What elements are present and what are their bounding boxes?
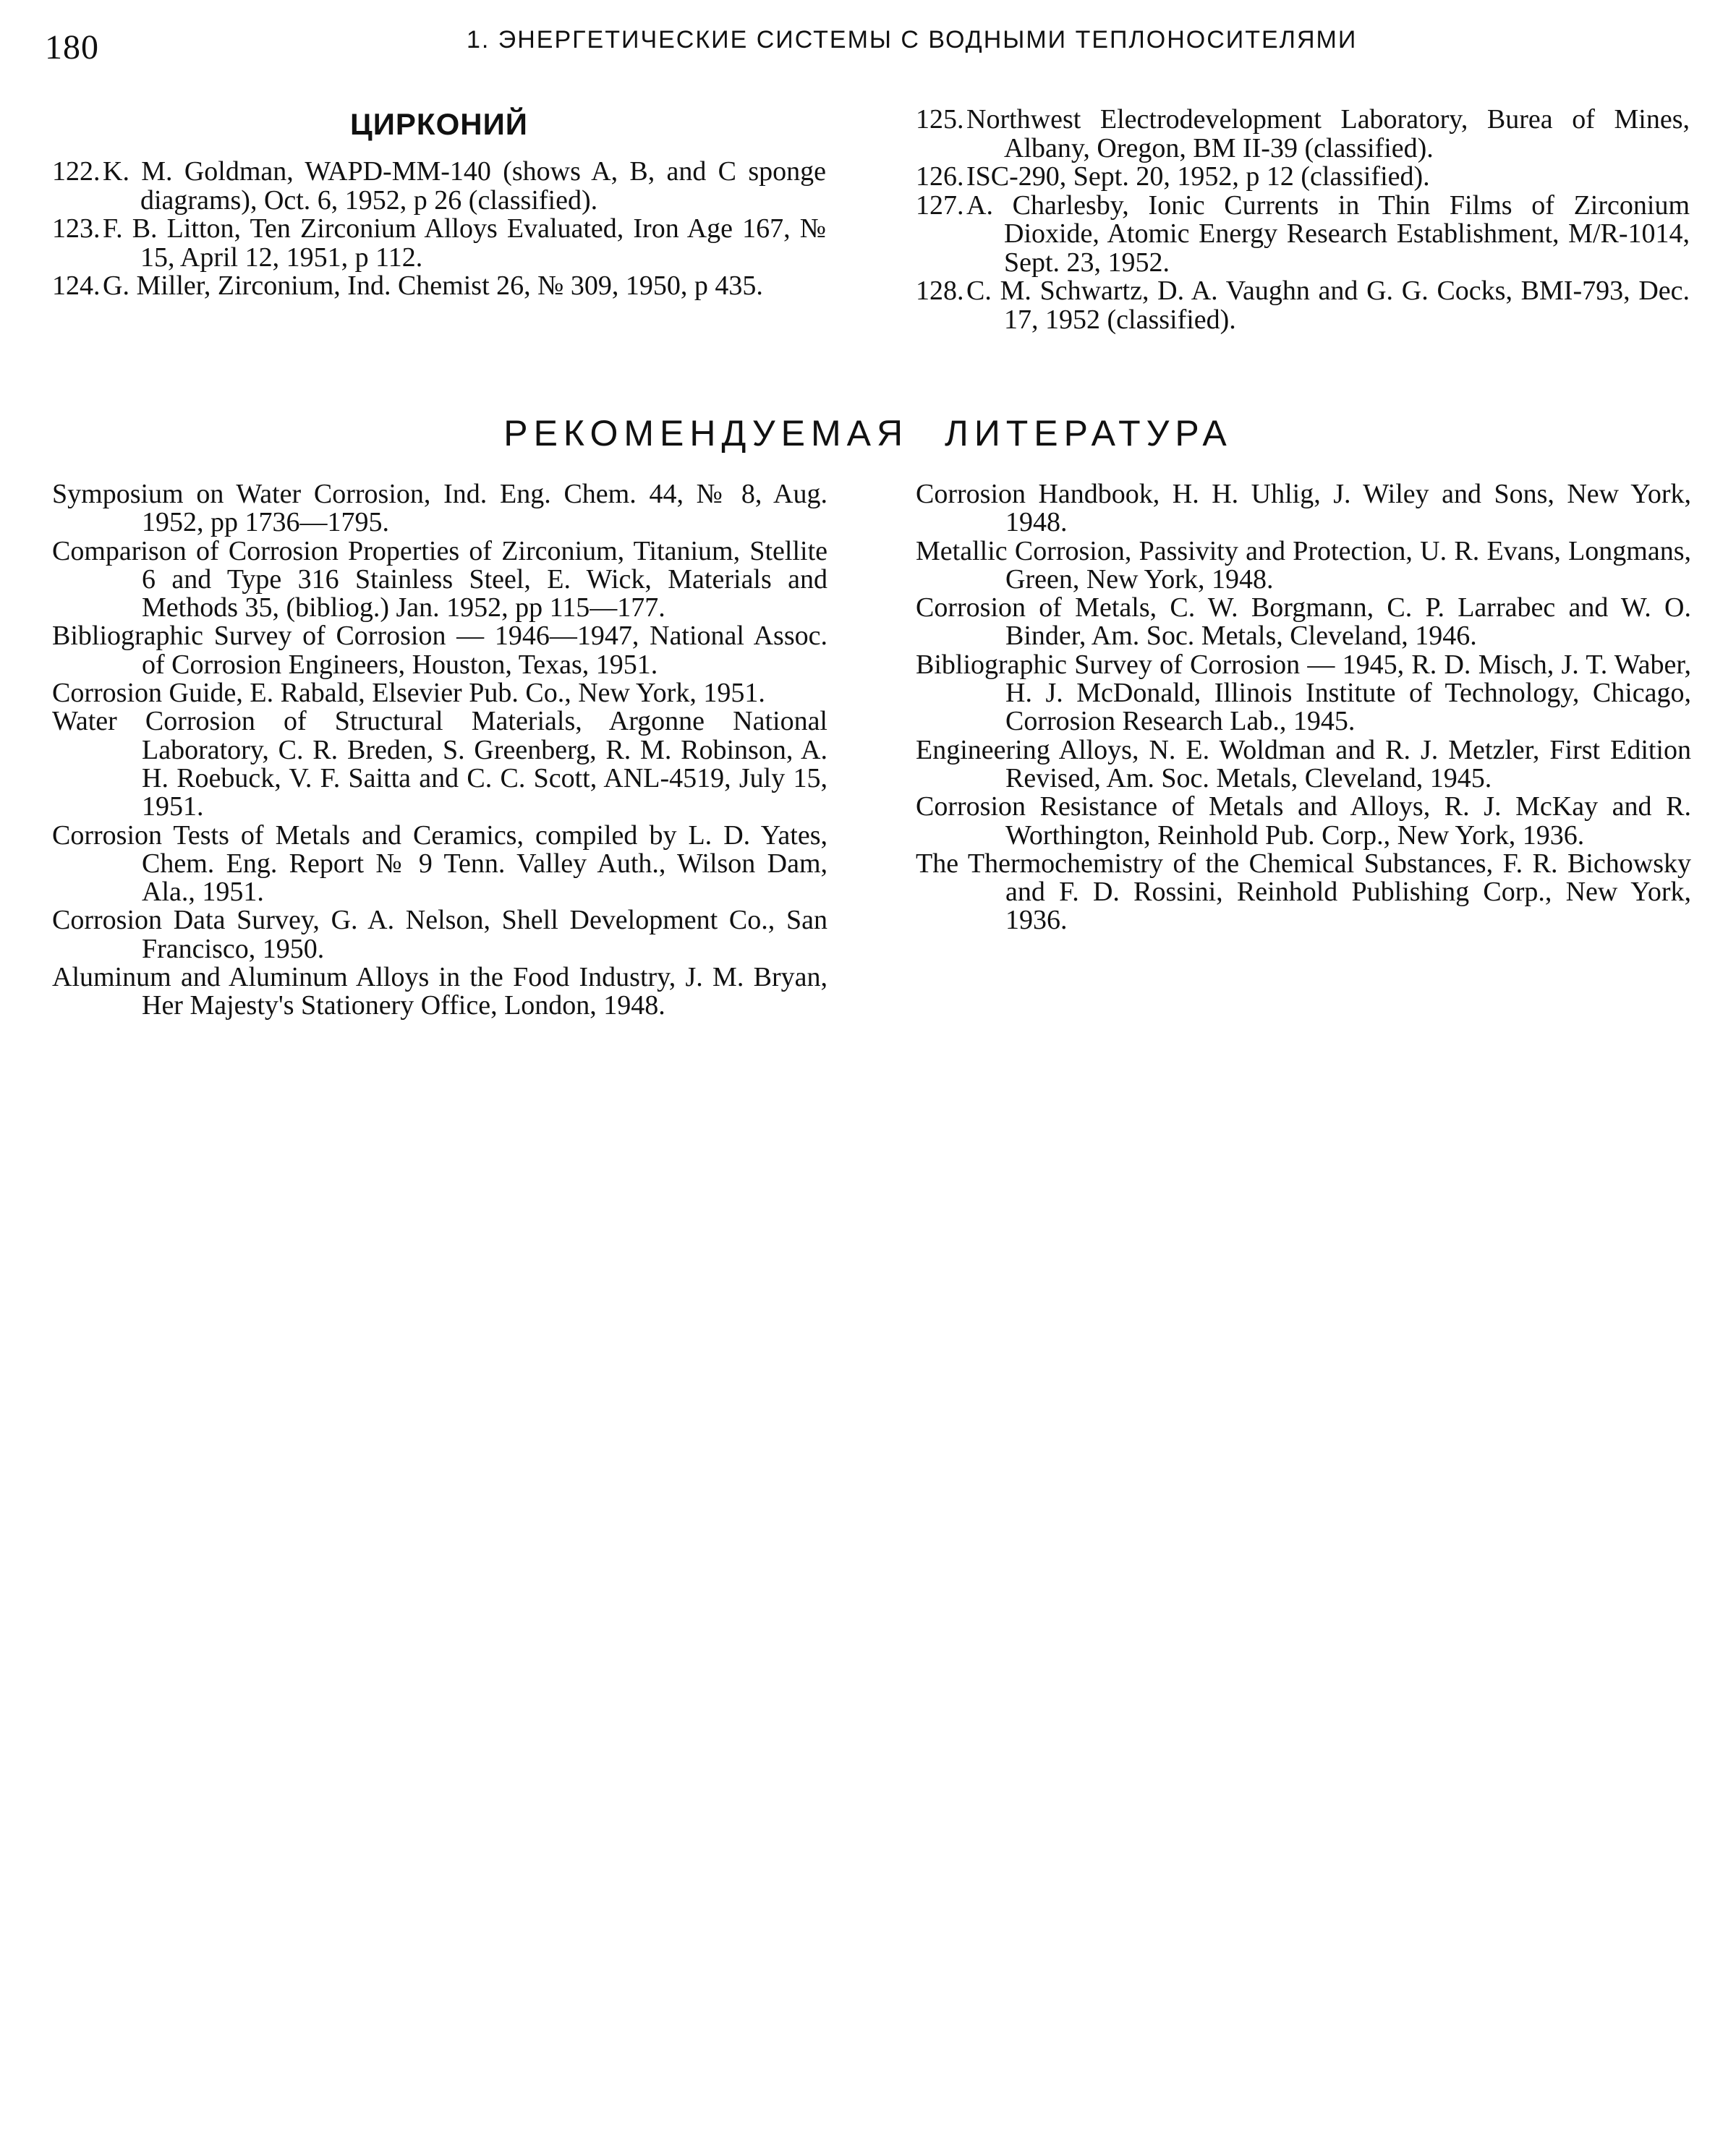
bibliography-item: Corrosion Tests of Metals and Ceramics, compiled by L. D. Yates, Chem. Eng. Report № 9 Tenn. Valley Auth., Wilson Dam, Ala., 1951.: [52, 819, 827, 908]
reference-item: [916, 163, 1690, 192]
reference-text: A. Charlesby, Ionic Currents in Thin Films of Zirconium Dioxide, Atomic Energy Research Establishment, M/R-1014, Sept. 23, 1952.: [966, 190, 1690, 278]
reference-text: G. Miller, Zirconium, Ind. Chemist 26, № 309, 1950, p 435.: [103, 271, 763, 301]
bibliography-item: Engineering Alloys, N. E. Woldman and R. J. Metzler, First Edition Revised, Am. Soc. Metals, Cleveland, 1945.: [916, 734, 1691, 793]
reference-number: 127.: [916, 190, 964, 221]
reference-text: Northwest Electrodevelopment Laboratory, Burea of Mines, Albany, Oregon, BM II-39 (classified).: [966, 104, 1690, 163]
bibliography-list-right: [916, 480, 1691, 935]
recommended-left-column: [52, 480, 827, 1021]
bibliography-item: The Thermochemistry of the Chemical Substances, F. R. Bichowsky and F. D. Rossini, Reinhold Publishing Corp., New York, 1936.: [916, 848, 1691, 936]
reference-item: [52, 158, 826, 215]
bibliography-item: Comparison of Corrosion Properties of Zirconium, Titanium, Stellite 6 and Type 316 Stainless Steel, E. Wick, Materials and Methods 35, (bibliog.) Jan. 1952, pp 115—177.: [52, 535, 827, 623]
reference-number: 128.: [916, 276, 964, 306]
page-number: 180: [45, 28, 99, 67]
bibliography-item: Corrosion Guide, E. Rabald, Elsevier Pub. Co., New York, 1951.: [52, 678, 765, 709]
reference-number: 125.: [916, 104, 964, 135]
reference-list-left: [52, 158, 826, 301]
reference-item: [52, 272, 826, 301]
bibliography-item: Bibliographic Survey of Corrosion — 1946—1947, National Assoc. of Corrosion Engineers, Houston, Texas, 1951.: [52, 621, 827, 680]
zirconium-refs-right-column: [916, 106, 1690, 334]
bibliography-item: Aluminum and Aluminum Alloys in the Food Industry, J. M. Bryan, Her Majesty's Stationery Office, London, 1948.: [52, 962, 827, 1021]
reference-item: [52, 215, 826, 272]
reference-text: ISC-290, Sept. 20, 1952, p 12 (classified).: [966, 161, 1430, 192]
reference-list-right: [916, 106, 1690, 334]
running-head: 1. ЭНЕРГЕТИЧЕСКИЕ СИСТЕМЫ С ВОДНЫМИ ТЕПЛОНОСИТЕЛЯМИ: [467, 26, 1358, 54]
reference-text: F. B. Litton, Ten Zirconium Alloys Evaluated, Iron Age 167, № 15, April 12, 1951, p 112.: [103, 213, 826, 273]
bibliography-item: Symposium on Water Corrosion, Ind. Eng. Chem. 44, № 8, Aug. 1952, pp 1736—1795.: [52, 479, 827, 538]
reference-item: [916, 106, 1690, 163]
bibliography-item: Metallic Corrosion, Passivity and Protection, U. R. Evans, Longmans, Green, New York, 1948.: [916, 535, 1691, 595]
bibliography-item: Corrosion of Metals, C. W. Borgmann, C. P. Larrabec and W. O. Binder, Am. Soc. Metals, Cleveland, 1946.: [916, 592, 1691, 652]
reference-text: C. M. Schwartz, D. A. Vaughn and G. G. Cocks, BMI-793, Dec. 17, 1952 (classified).: [966, 276, 1690, 335]
reference-number: 123.: [52, 213, 101, 244]
bibliography-item: Water Corrosion of Structural Materials, Argonne National Laboratory, C. R. Breden, S. Greenberg, R. M. Robinson, A. H. Roebuck, V. F. Saitta and C. C. Scott, ANL-4519, July 15, 1951.: [52, 706, 827, 822]
reference-number: 124.: [52, 271, 101, 301]
reference-item: [916, 277, 1690, 334]
reference-number: 126.: [916, 161, 964, 192]
bibliography-item: Corrosion Handbook, H. H. Uhlig, J. Wiley and Sons, New York, 1948.: [916, 479, 1691, 538]
reference-text: K. M. Goldman, WAPD-MM-140 (shows A, B, and C sponge diagrams), Oct. 6, 1952, p 26 (classified).: [103, 156, 826, 216]
bibliography-item: Corrosion Data Survey, G. A. Nelson, Shell Development Co., San Francisco, 1950.: [52, 905, 827, 964]
reference-item: [916, 192, 1690, 278]
section-title-recommended-literature: РЕКОМЕНДУЕМАЯ ЛИТЕРАТУРА: [503, 413, 1233, 454]
bibliography-item: Bibliographic Survey of Corrosion — 1945, R. D. Misch, J. T. Waber, H. J. McDonald, Illinois Institute of Technology, Chicago, Corrosion Research Lab., 1945.: [916, 649, 1691, 737]
section-title-zirconium: ЦИРКОНИЙ: [350, 107, 528, 141]
zirconium-refs-left-column: [52, 107, 826, 301]
bibliography-item: Corrosion Resistance of Metals and Alloys, R. J. McKay and R. Worthington, Reinhold Pub. Corp., New York, 1936.: [916, 791, 1691, 851]
recommended-right-column: [916, 480, 1691, 935]
bibliography-list-left: [52, 480, 827, 1021]
reference-number: 122.: [52, 156, 101, 187]
